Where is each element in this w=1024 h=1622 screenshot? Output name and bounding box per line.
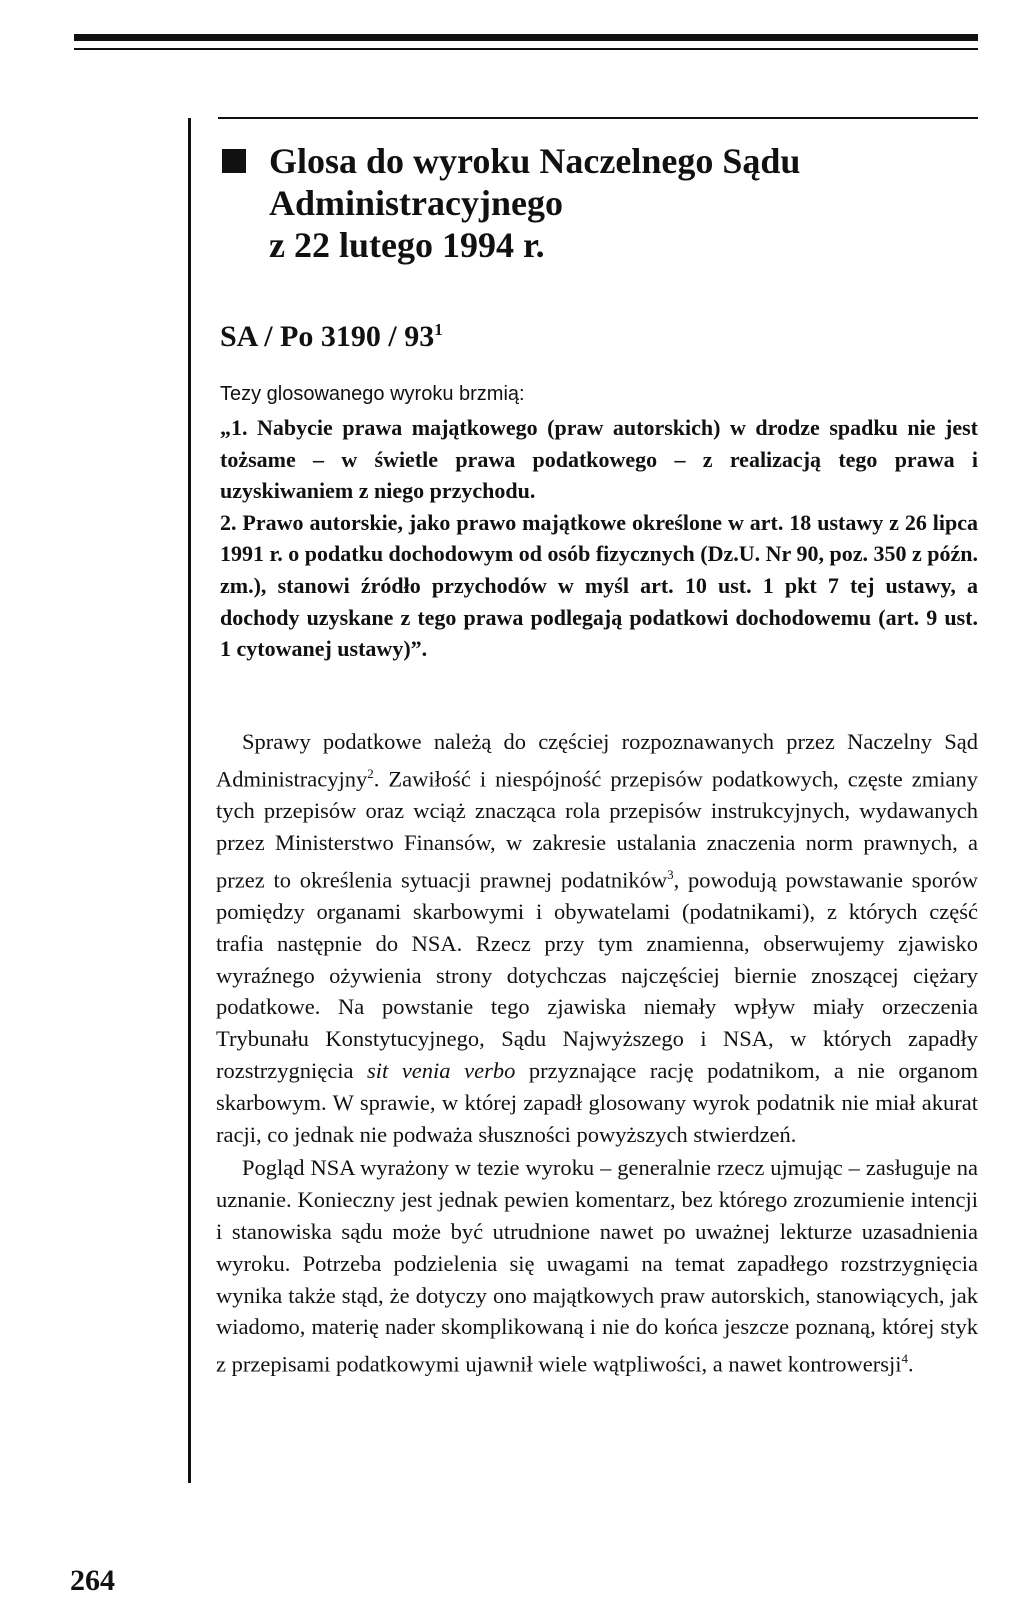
page-number: 264 [70, 1564, 115, 1597]
case-number [220, 320, 443, 354]
paragraph-2 [216, 1152, 978, 1380]
paragraph-2-text: Pogląd NSA wyrażony w tezie wyroku – generalnie rzecz ujmując – zasługuje na uznanie. Konieczny jest jednak pewien komentarz, bez którego zrozumienie intencji i stanowiska sądu może być utrudnione nawet po uważnej lekturze uzasadnienia wyroku. Potrzeba podzielenia się uwagami na temat zapadłego rozstrzygnięcia wynika także stąd, że dotyczy ono majątkowych praw autorskich, stanowiących, jak wiadomo, materię nader skomplikowaną i nie do końca jeszcze poznaną, której styk z przepisami podatkowymi ujawnił wiele wątpliwości, a nawet kontrowersji [216, 1155, 978, 1377]
title-line-2: Administracyjnego [269, 183, 563, 223]
footnote-ref-4: 4 [901, 1351, 908, 1367]
paragraph-1 [216, 726, 978, 1150]
square-bullet-icon [222, 149, 246, 173]
footnote-ref-2: 2 [367, 765, 374, 781]
title-rule [218, 117, 978, 119]
header-rule-thick [74, 34, 978, 41]
article-title [222, 140, 962, 266]
footnote-ref-1: 1 [434, 320, 443, 339]
footnote-ref-3: 3 [667, 866, 674, 882]
title-line-1: Glosa do wyroku Naczelnego Sądu [269, 141, 801, 181]
paragraph-1-part-1: Sprawy podatkowe należą do częściej rozpoznawanych przez Naczelny Sąd Administracyjny [216, 729, 978, 792]
theses-body: „1. Nabycie prawa majątkowego (praw autorskich) w drodze spadku nie jest tożsame – w świetle prawa podatkowego – z realizacją tego prawa i uzyskiwaniem z niego przychodu. 2. Prawo autorskie, jako prawo majątkowe określone w art. 18 ustawy z 26 lipca 1991 r. o podatku dochodowym od osób fizycznych (Dz.U. Nr 90, poz. 350 z późn. zm.), stanowi źródło przychodów w myśl art. 10 ust. 1 pkt 7 tej ustawy, a dochody uzyskane z tego prawa podlegają podatkowi dochodowemu (art. 9 ust. 1 cytowanej ustawy)”. [220, 415, 978, 662]
title-line-3: z 22 lutego 1994 r. [269, 225, 545, 265]
latin-phrase: sit venia verbo [367, 1057, 516, 1083]
margin-vertical-line [188, 118, 191, 1483]
article-body [216, 726, 978, 1380]
theses-intro: Tezy glosowanego wyroku brzmią: [220, 383, 525, 405]
header-rule-thin [74, 48, 978, 50]
paragraph-1-part-3: , powodują powstawanie sporów pomiędzy organami skarbowymi i obywatelami (podatnikami), z których część trafia następnie do NSA. Rzecz przy tym znamienna, obserwujemy zjawisko wyraźnego ożywienia strony dotychczas najczęściej biernie znoszącej ciężary podatkowe. Na powstanie tego zjawiska niemały wpływ miały orzeczenia Trybunału Konstytucyjnego, Sądu Najwyższego i NSA, w których zapadły rozstrzygnięcia [216, 867, 978, 1083]
paragraph-1-part-2: . Zawiłość i niespójność przepisów podatkowych, częste zmiany tych przepisów oraz wciąż znacząca rola przepisów instrukcyjnych, wydawanych przez Ministerstwo Finansów, w zakresie ustalania znaczenia norm prawnych, a przez to określenia sytuacji prawnej podatników [216, 766, 978, 893]
theses-text [220, 412, 978, 665]
paragraph-2-end: . [907, 1351, 914, 1377]
case-number-text: SA / Po 3190 / 93 [220, 320, 435, 353]
paragraph-1-part-4: przyznające rację podatnikom, a nie organom skarbowym. W sprawie, w której zapadł glosowany wyrok podatnik nie miał akurat racji, co jednak nie podważa słuszności powyższych stwierdzeń. [216, 1057, 978, 1147]
